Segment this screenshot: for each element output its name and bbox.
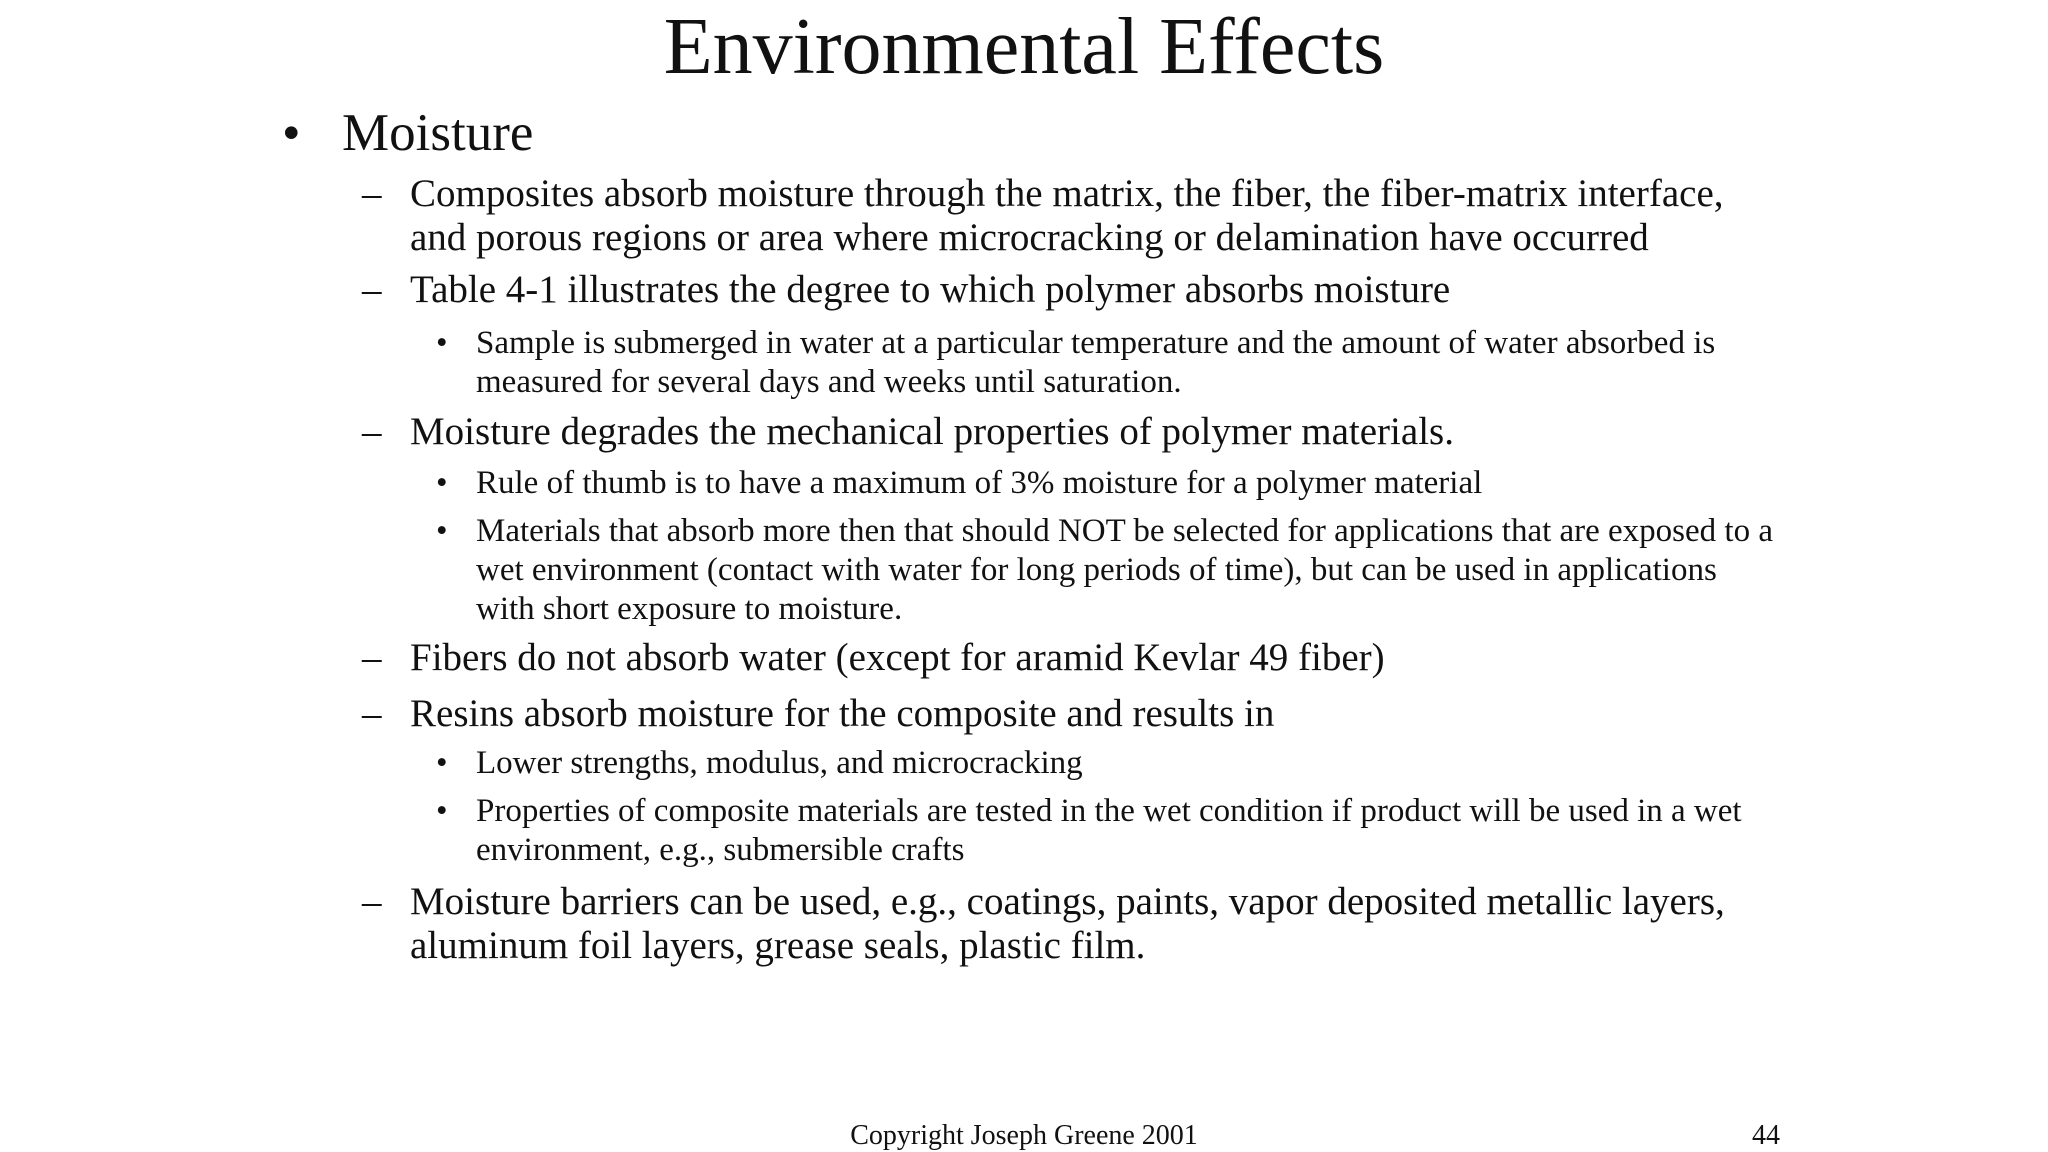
bullet-marker: • xyxy=(282,104,301,162)
bullet-marker: • xyxy=(436,325,448,361)
subbullet-text: Resins absorb moisture for the composite and results in xyxy=(410,692,1275,735)
detail-text: Sample is submerged in water at a particular temperature and the amount of water absorbed is measured for several days and weeks until saturation. xyxy=(476,325,1716,400)
detail-text: Properties of composite materials are tested in the wet condition if product will be used in a wet environment, e.g., submersible crafts xyxy=(476,793,1742,868)
detail-text: Rule of thumb is to have a maximum of 3% moisture for a polymer material xyxy=(476,465,1483,501)
dash-marker: – xyxy=(362,636,382,679)
bullet-marker: • xyxy=(436,465,448,501)
bullet-marker: • xyxy=(436,745,448,781)
dash-marker: – xyxy=(362,880,382,923)
slide-title: Environmental Effects xyxy=(663,3,1385,91)
detail-text: Lower strengths, modulus, and microcracking xyxy=(476,745,1083,781)
dash-marker: – xyxy=(362,172,382,215)
bullet-marker: • xyxy=(436,793,448,829)
subbullet-text: Moisture degrades the mechanical properties of polymer materials. xyxy=(410,410,1454,453)
subbullet-text: Moisture barriers can be used, e.g., coatings, paints, vapor deposited metallic layers, aluminum foil layers, grease seals, plastic film. xyxy=(410,880,1725,967)
page-number: 44 xyxy=(1752,1120,1780,1151)
subbullet-text: Fibers do not absorb water (except for aramid Kevlar 49 fiber) xyxy=(410,636,1385,679)
bullet-marker: • xyxy=(436,513,448,549)
dash-marker: – xyxy=(362,692,382,735)
bullet-text: Moisture xyxy=(342,104,534,162)
dash-marker: – xyxy=(362,268,382,311)
subbullet-text: Composites absorb moisture through the matrix, the fiber, the fiber-matrix interface, and porous regions or area where microcracking or delamination have occurred xyxy=(410,172,1724,259)
subbullet-text: Table 4-1 illustrates the degree to which polymer absorbs moisture xyxy=(410,268,1451,311)
dash-marker: – xyxy=(362,410,382,453)
detail-text: Materials that absorb more then that should NOT be selected for applications that are exposed to a wet environment (contact with water for long periods of time), but can be used in applications with short exposure to moisture. xyxy=(476,513,1773,627)
footer-copyright: Copyright Joseph Greene 2001 xyxy=(850,1120,1198,1151)
